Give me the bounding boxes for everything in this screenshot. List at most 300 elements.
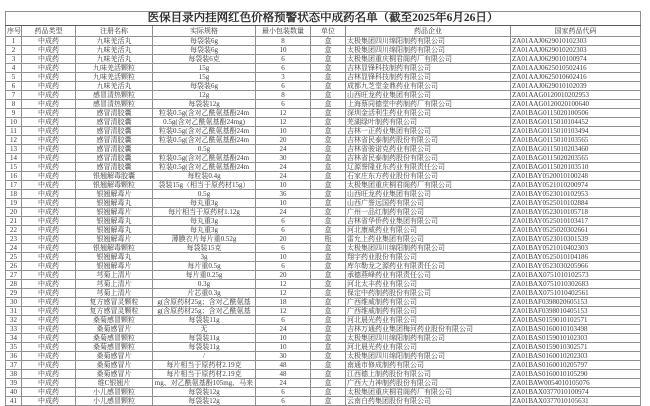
table-row [6,91,641,100]
cell-seq: 9 [6,109,22,118]
table-row [6,163,641,172]
cell-unit: 盒 [311,145,346,154]
cell-company: 保定中药制药股份有限公司 [346,289,511,298]
cell-spec: 每袋装6g [153,82,256,91]
cell-name: 银翘解毒片 [76,190,153,199]
cell-spec: 薄膜衣片每片重0.52g [153,235,256,244]
cell-seq: 24 [6,244,22,253]
table-row [6,46,641,55]
cell-company: 太极集团四川绵阳制药有限公司 [346,37,511,46]
cell-code: ZA01AAJ0629010102039 [511,82,641,91]
cell-seq: 40 [6,388,22,397]
cell-name: 九味羌活丸 [76,46,153,55]
cell-name: 桑菊感冒颗粒 [76,343,153,352]
cell-seq: 26 [6,262,22,271]
cell-company: 吉林省民泰制药股份有限公司 [346,136,511,145]
cell-spec: 每片重0.25g [153,271,256,280]
table-row [6,64,641,73]
cell-qty: 8 [256,37,311,46]
cell-spec: 每袋装11g [153,343,256,352]
cell-qty: 6 [256,64,311,73]
cell-name: 感冒清胶囊 [76,118,153,127]
cell-unit: 盒 [311,136,346,145]
cell-company: 山西旺龙药业集团有限公司 [346,91,511,100]
cell-name: 复方感冒灵颗粒 [76,307,153,316]
table-row [6,397,641,406]
cell-company: 雷允上药业集团有限公司 [346,235,511,244]
cell-seq: 36 [6,352,22,361]
cell-qty: 3 [256,73,311,82]
cell-type: 中成药 [22,361,76,370]
cell-unit: 盒 [311,55,346,64]
cell-type: 中成药 [22,307,76,316]
cell-code: ZA01BAG0115010104452 [511,118,641,127]
cell-seq: 32 [6,316,22,325]
table-header-row [6,26,641,37]
cell-company: 深圳金活利生药业有限公司 [346,109,511,118]
cell-name: 九味羌活丸 [76,37,153,46]
cell-name: 银翘解毒丸 [76,199,153,208]
table-row [6,172,641,181]
cell-name: 感冒清胶囊 [76,154,153,163]
cell-company: 上海蔡同德堂中药制药厂有限公司 [346,100,511,109]
cell-spec: 每片相当于原药材2.19克 [153,361,256,370]
cell-qty: 10 [256,46,311,55]
table-row [6,226,641,235]
cell-company: 辽源誉隆亚东药业有限责任公司 [346,163,511,172]
cell-code: ZA01AAJ0625010502416 [511,64,641,73]
cell-qty: 30 [256,352,311,361]
cell-spec: 每袋装12g [153,100,256,109]
cell-type: 中成药 [22,289,76,298]
table-body [6,37,641,406]
table-row [6,181,641,190]
cell-qty: 10 [256,343,311,352]
cell-spec: 每袋装6g [153,46,256,55]
cell-code: ZA01AAG0120020100640 [511,100,641,109]
cell-name: 芎菊上清片 [76,289,153,298]
cell-name: 银翘解毒颗粒 [76,181,153,190]
table-row [6,100,641,109]
table-row [6,253,641,262]
cell-spec: 无 [153,325,256,334]
cell-unit: 盒 [311,253,346,262]
title-row [6,12,641,26]
cell-seq: 1 [6,37,22,46]
cell-qty: 24 [256,172,311,181]
table-row [6,307,641,316]
cell-qty: 12 [256,280,311,289]
cell-code: ZA01BAY0525010104186 [511,253,641,262]
cell-spec: mg、对乙酰氨基酚105mg、马来 [153,379,256,388]
cell-qty: 6 [256,316,311,325]
cell-seq: 39 [6,379,22,388]
cell-seq: 21 [6,217,22,226]
cell-code: ZA01BAG0115010103494 [511,127,641,136]
cell-qty: 24 [256,163,311,172]
cell-name: 小儿感冒颗粒 [76,388,153,397]
cell-type: 中成药 [22,118,76,127]
cell-name: 桑菊感冒颗粒 [76,334,153,343]
cell-type: 中成药 [22,244,76,253]
cell-spec: 0.5g [153,190,256,199]
cell-type: 中成药 [22,55,76,64]
cell-qty: 6 [256,388,311,397]
cell-company: 南通市修成制药有限公司 [346,361,511,370]
table-row [6,136,641,145]
cell-spec: g(含原药材25g；含对乙酰氨基 [153,298,256,307]
cell-unit: 盒 [311,190,346,199]
cell-name: 芎菊上清片 [76,280,153,289]
table-row [6,370,641,379]
cell-spec: 每丸重3g [153,217,256,226]
cell-name: 感冒清胶囊 [76,163,153,172]
cell-code: ZA01BAS0160010105290 [511,370,641,379]
cell-unit: 盒 [311,64,346,73]
cell-name: 桑菊感冒片 [76,352,153,361]
cell-type: 中成药 [22,388,76,397]
cell-spec: / [153,352,256,361]
cell-type: 中成药 [22,190,76,199]
table-row [6,343,641,352]
cell-seq: 27 [6,271,22,280]
cell-type: 中成药 [22,343,76,352]
cell-code: ZA01BAG0115020103510 [511,163,641,172]
cell-spec: 粒装0.5g(含对乙酰氨基酚24m [153,127,256,136]
table-row [6,217,641,226]
cell-type: 中成药 [22,163,76,172]
cell-code: ZA01BAS0160010205797 [511,361,641,370]
table-row [6,280,641,289]
cell-name: 芎菊上清片 [76,271,153,280]
cell-unit: 盒 [311,298,346,307]
cell-unit: 盒 [311,361,346,370]
table-row [6,352,641,361]
table-row [6,289,641,298]
cell-name: 九味羌活丸 [76,55,153,64]
cell-name: 感冒清热颗粒 [76,100,153,109]
cell-spec: 粒装0.5g(含对乙酰氨基酚24m [153,109,256,118]
cell-code: ZA01BAX0377010105631 [511,397,641,406]
cell-spec: 粒装0.5g(含对乙酰氨基酚24m [153,136,256,145]
column-header-unit: 单位 [311,26,346,37]
cell-spec: 片芯重0.3g [153,289,256,298]
cell-type: 中成药 [22,379,76,388]
cell-unit: 盒 [311,199,346,208]
cell-code: ZA01BAG0115010203460 [511,145,641,154]
cell-type: 中成药 [22,397,76,406]
cell-name: 银翘解毒片 [76,235,153,244]
cell-unit: 盒 [311,118,346,127]
cell-spec: 每片相当于原药材1.12g [153,208,256,217]
cell-company: 承德燕峰药业有限责任公司 [346,271,511,280]
cell-unit: 盒 [311,109,346,118]
cell-name: 感冒清胶囊 [76,145,153,154]
cell-spec: 每袋装15克 [153,244,256,253]
cell-name: 感冒清胶囊 [76,136,153,145]
table-row [6,118,641,127]
cell-unit: 盒 [311,316,346,325]
cell-code: ZA01AAJ0629010102303 [511,37,641,46]
cell-type: 中成药 [22,64,76,73]
cell-company: 广西维威制药有限公司 [346,307,511,316]
cell-spec: 粒装0.5g(含对乙酰氨基酚24m [153,154,256,163]
cell-company: 太极集团重庆桐君阁药厂有限公司 [346,388,511,397]
cell-seq: 38 [6,370,22,379]
cell-name: 桑菊感冒颗粒 [76,316,153,325]
cell-name: 银翘解毒颗粒 [76,244,153,253]
table-row [6,127,641,136]
cell-name: 桑菊感冒片 [76,361,153,370]
cell-seq: 37 [6,361,22,370]
cell-seq: 3 [6,55,22,64]
cell-unit: 盒 [311,181,346,190]
cell-unit: 盒 [311,379,346,388]
cell-company: 太极集团四川绵阳制药有限公司 [346,244,511,253]
cell-qty: 36 [256,190,311,199]
cell-type: 中成药 [22,316,76,325]
cell-company: 广西大力神制药股份有限公司 [346,379,511,388]
cell-unit: 盒 [311,172,346,181]
cell-company: 太极集团四川绵阳制药有限公司 [346,46,511,55]
cell-qty: 12 [256,118,311,127]
cell-name: 复方感冒灵颗粒 [76,298,153,307]
cell-type: 中成药 [22,325,76,334]
cell-name: 感冒清胶囊 [76,109,153,118]
cell-name: 银翘解毒片 [76,262,153,271]
cell-code: ZA01BAY0521010200974 [511,181,641,190]
cell-unit: 盒 [311,217,346,226]
cell-qty: 20 [256,271,311,280]
cell-qty: 20 [256,235,311,244]
cell-spec: 每袋装6g [153,37,256,46]
cell-qty: 10 [256,253,311,262]
cell-name: 银翘解毒丸 [76,226,153,235]
cell-company: 库尔勒龙之源药业有限责任公司 [346,262,511,271]
cell-name: 九味羌活颗粒 [76,64,153,73]
column-header-spec: 实际规格 [153,26,256,37]
cell-spec: 3g [153,253,256,262]
cell-company: 吉林一正药业集团有限公司 [346,127,511,136]
cell-company: 太极集团重庆桐君阁药厂有限公司 [346,55,511,64]
cell-spec: 15g [153,73,256,82]
cell-unit: 盒 [311,244,346,253]
table-row [6,199,641,208]
cell-unit: 盒 [311,91,346,100]
cell-type: 中成药 [22,226,76,235]
cell-spec: 每袋装11g [153,334,256,343]
cell-spec: 每袋装12g [153,388,256,397]
cell-type: 中成药 [22,181,76,190]
cell-type: 中成药 [22,46,76,55]
table-row [6,316,641,325]
cell-type: 中成药 [22,100,76,109]
column-header-qty: 最小包装数量 [256,26,311,37]
cell-company: 河北太丰药业有限公司 [346,280,511,289]
cell-qty: 6 [256,226,311,235]
cell-seq: 19 [6,199,22,208]
cell-type: 中成药 [22,370,76,379]
cell-unit: 盒 [311,37,346,46]
cell-company: 吉林省民泰制药股份有限公司 [346,154,511,163]
cell-company: 河北晨光药业有限公司 [346,316,511,325]
cell-code: ZA01BAY0523010301539 [511,235,641,244]
table-row [6,55,641,64]
cell-seq: 41 [6,397,22,406]
cell-qty: 10 [256,199,311,208]
cell-name: 桑菊感冒片 [76,370,153,379]
column-header-seq: 序号 [7,27,21,35]
cell-code: ZA01BAS0160010103498 [511,325,641,334]
cell-company: 山西旺龙药业集团有限公司 [346,190,511,199]
cell-seq: 16 [6,172,22,181]
cell-unit: 盒 [311,370,346,379]
cell-qty: 6 [256,217,311,226]
cell-spec: 0.5g [153,145,256,154]
cell-company: 山西广誉远国药有限公司 [346,199,511,208]
cell-type: 中成药 [22,91,76,100]
cell-seq: 20 [6,208,22,217]
cell-unit: 盒 [311,388,346,397]
cell-qty: 24 [256,145,311,154]
cell-company: 吉林显锋科技制药有限公司 [346,64,511,73]
cell-seq: 10 [6,118,22,127]
table-row [6,82,641,91]
document-sheet [5,11,640,406]
cell-qty: 24 [256,208,311,217]
cell-qty: 10 [256,127,311,136]
cell-code: ZA01BAW0054010105076 [511,379,641,388]
cell-unit: 盒 [311,280,346,289]
cell-qty: 18 [256,298,311,307]
column-header-company: 药品企业 [346,26,511,37]
cell-unit: 盒 [311,154,346,163]
cell-code: ZA01BAY0525010102884 [511,199,641,208]
cell-qty: 6 [256,100,311,109]
table-row [6,244,641,253]
cell-spec: 0.5g(含对乙酰氨基酚24mg) [153,118,256,127]
cell-type: 中成药 [22,136,76,145]
cell-name: 小儿感冒颗粒 [76,397,153,406]
cell-spec: 每粒装0.4g [153,172,256,181]
drug-price-warning-table [5,11,641,406]
cell-seq: 23 [6,235,22,244]
cell-type: 中成药 [22,253,76,262]
cell-name: 九味羌活颗粒 [76,73,153,82]
cell-type: 中成药 [22,109,76,118]
cell-seq: 7 [6,91,22,100]
cell-code: ZA01BAX0377010100974 [511,388,641,397]
cell-seq: 12 [6,136,22,145]
cell-name: 银翘解毒丸 [76,253,153,262]
cell-seq: 25 [6,253,22,262]
cell-company: 吉林省华侨药业集团有限公司 [346,217,511,226]
table-row [6,73,641,82]
table-row [6,361,641,370]
cell-qty: 20 [256,136,311,145]
cell-unit: 盒 [311,325,346,334]
cell-type: 中成药 [22,271,76,280]
cell-unit: 盒 [311,262,346,271]
cell-unit: 盒 [311,82,346,91]
cell-spec: 每片重0.5g [153,262,256,271]
cell-company: 江西德上制药股份有限公司 [346,370,511,379]
cell-seq: 2 [6,46,22,55]
cell-qty: 6 [256,244,311,253]
cell-name: 银翘解毒丸 [76,217,153,226]
cell-spec: 15g [153,64,256,73]
cell-code: ZA01BAX0751010102573 [511,271,641,280]
cell-unit: 瓶 [311,235,346,244]
cell-spec: 每袋装12g [153,397,256,406]
table-row [6,334,641,343]
cell-code: ZA01BAY0520010100248 [511,172,641,181]
cell-unit: 盒 [311,226,346,235]
cell-seq: 17 [6,181,22,190]
cell-code: ZA01AAJ0625010602416 [511,73,641,82]
table-row [6,262,641,271]
cell-spec: 12g [153,91,256,100]
cell-spec: 每袋装6克 [153,55,256,64]
cell-seq: 11 [6,127,22,136]
cell-company: 太极集团重庆桐君阁药厂有限公司 [346,181,511,190]
cell-code: ZA01BAY0521010402303 [511,244,641,253]
cell-code: ZA01AAG0120010202953 [511,91,641,100]
table-row [6,388,641,397]
cell-unit: 盒 [311,127,346,136]
cell-code: ZA01BAS0159010102303 [511,334,641,343]
cell-code: ZA01BAY0525020302661 [511,226,641,235]
cell-company: 河北康威药业有限公司 [346,226,511,235]
cell-company: 翔宇药业股份有限公司 [346,253,511,262]
cell-type: 中成药 [22,37,76,46]
cell-code: ZA01BAG0115010103565 [511,136,641,145]
table-row [6,145,641,154]
cell-unit: 盒 [311,73,346,82]
cell-company: 广西维威制药有限公司 [346,298,511,307]
cell-company: 成都九芝堂金鼎药业有限公司 [346,82,511,91]
cell-code: ZA01BAY0523010105718 [511,208,641,217]
table-row [6,37,641,46]
cell-unit: 盒 [311,352,346,361]
cell-seq: 15 [6,163,22,172]
cell-qty: 10 [256,334,311,343]
cell-company: 吉林万通药业集团梅河药业股份有限公司 [346,325,511,334]
page-title: 医保目录内挂网红色价格预警状态中成药名单（截至2025年6月26日） [6,12,641,26]
cell-type: 中成药 [22,235,76,244]
cell-type: 中成药 [22,208,76,217]
table-row [6,379,641,388]
cell-company: 吉林显锋科技制药有限公司 [346,73,511,82]
cell-name: 感冒清胶囊 [76,127,153,136]
cell-code: ZA01BAY0525010103417 [511,217,641,226]
cell-unit: 盒 [311,334,346,343]
cell-qty: 30 [256,154,311,163]
cell-code: ZA01AAJ0629010202303 [511,46,641,55]
cell-qty: 12 [256,109,311,118]
cell-company: 芜湖绿叶制药有限公司 [346,118,511,127]
cell-seq: 34 [6,334,22,343]
cell-spec: 每丸重3g [153,199,256,208]
cell-type: 中成药 [22,262,76,271]
cell-code: ZA01BAS0160010202303 [511,352,641,361]
cell-company: 广州一品红制药有限公司 [346,208,511,217]
cell-name: 桑菊感冒片 [76,325,153,334]
cell-type: 中成药 [22,217,76,226]
cell-seq: 5 [6,73,22,82]
cell-company: 太极集团四川绵阳制药有限公司 [346,352,511,361]
cell-qty: 6 [256,82,311,91]
